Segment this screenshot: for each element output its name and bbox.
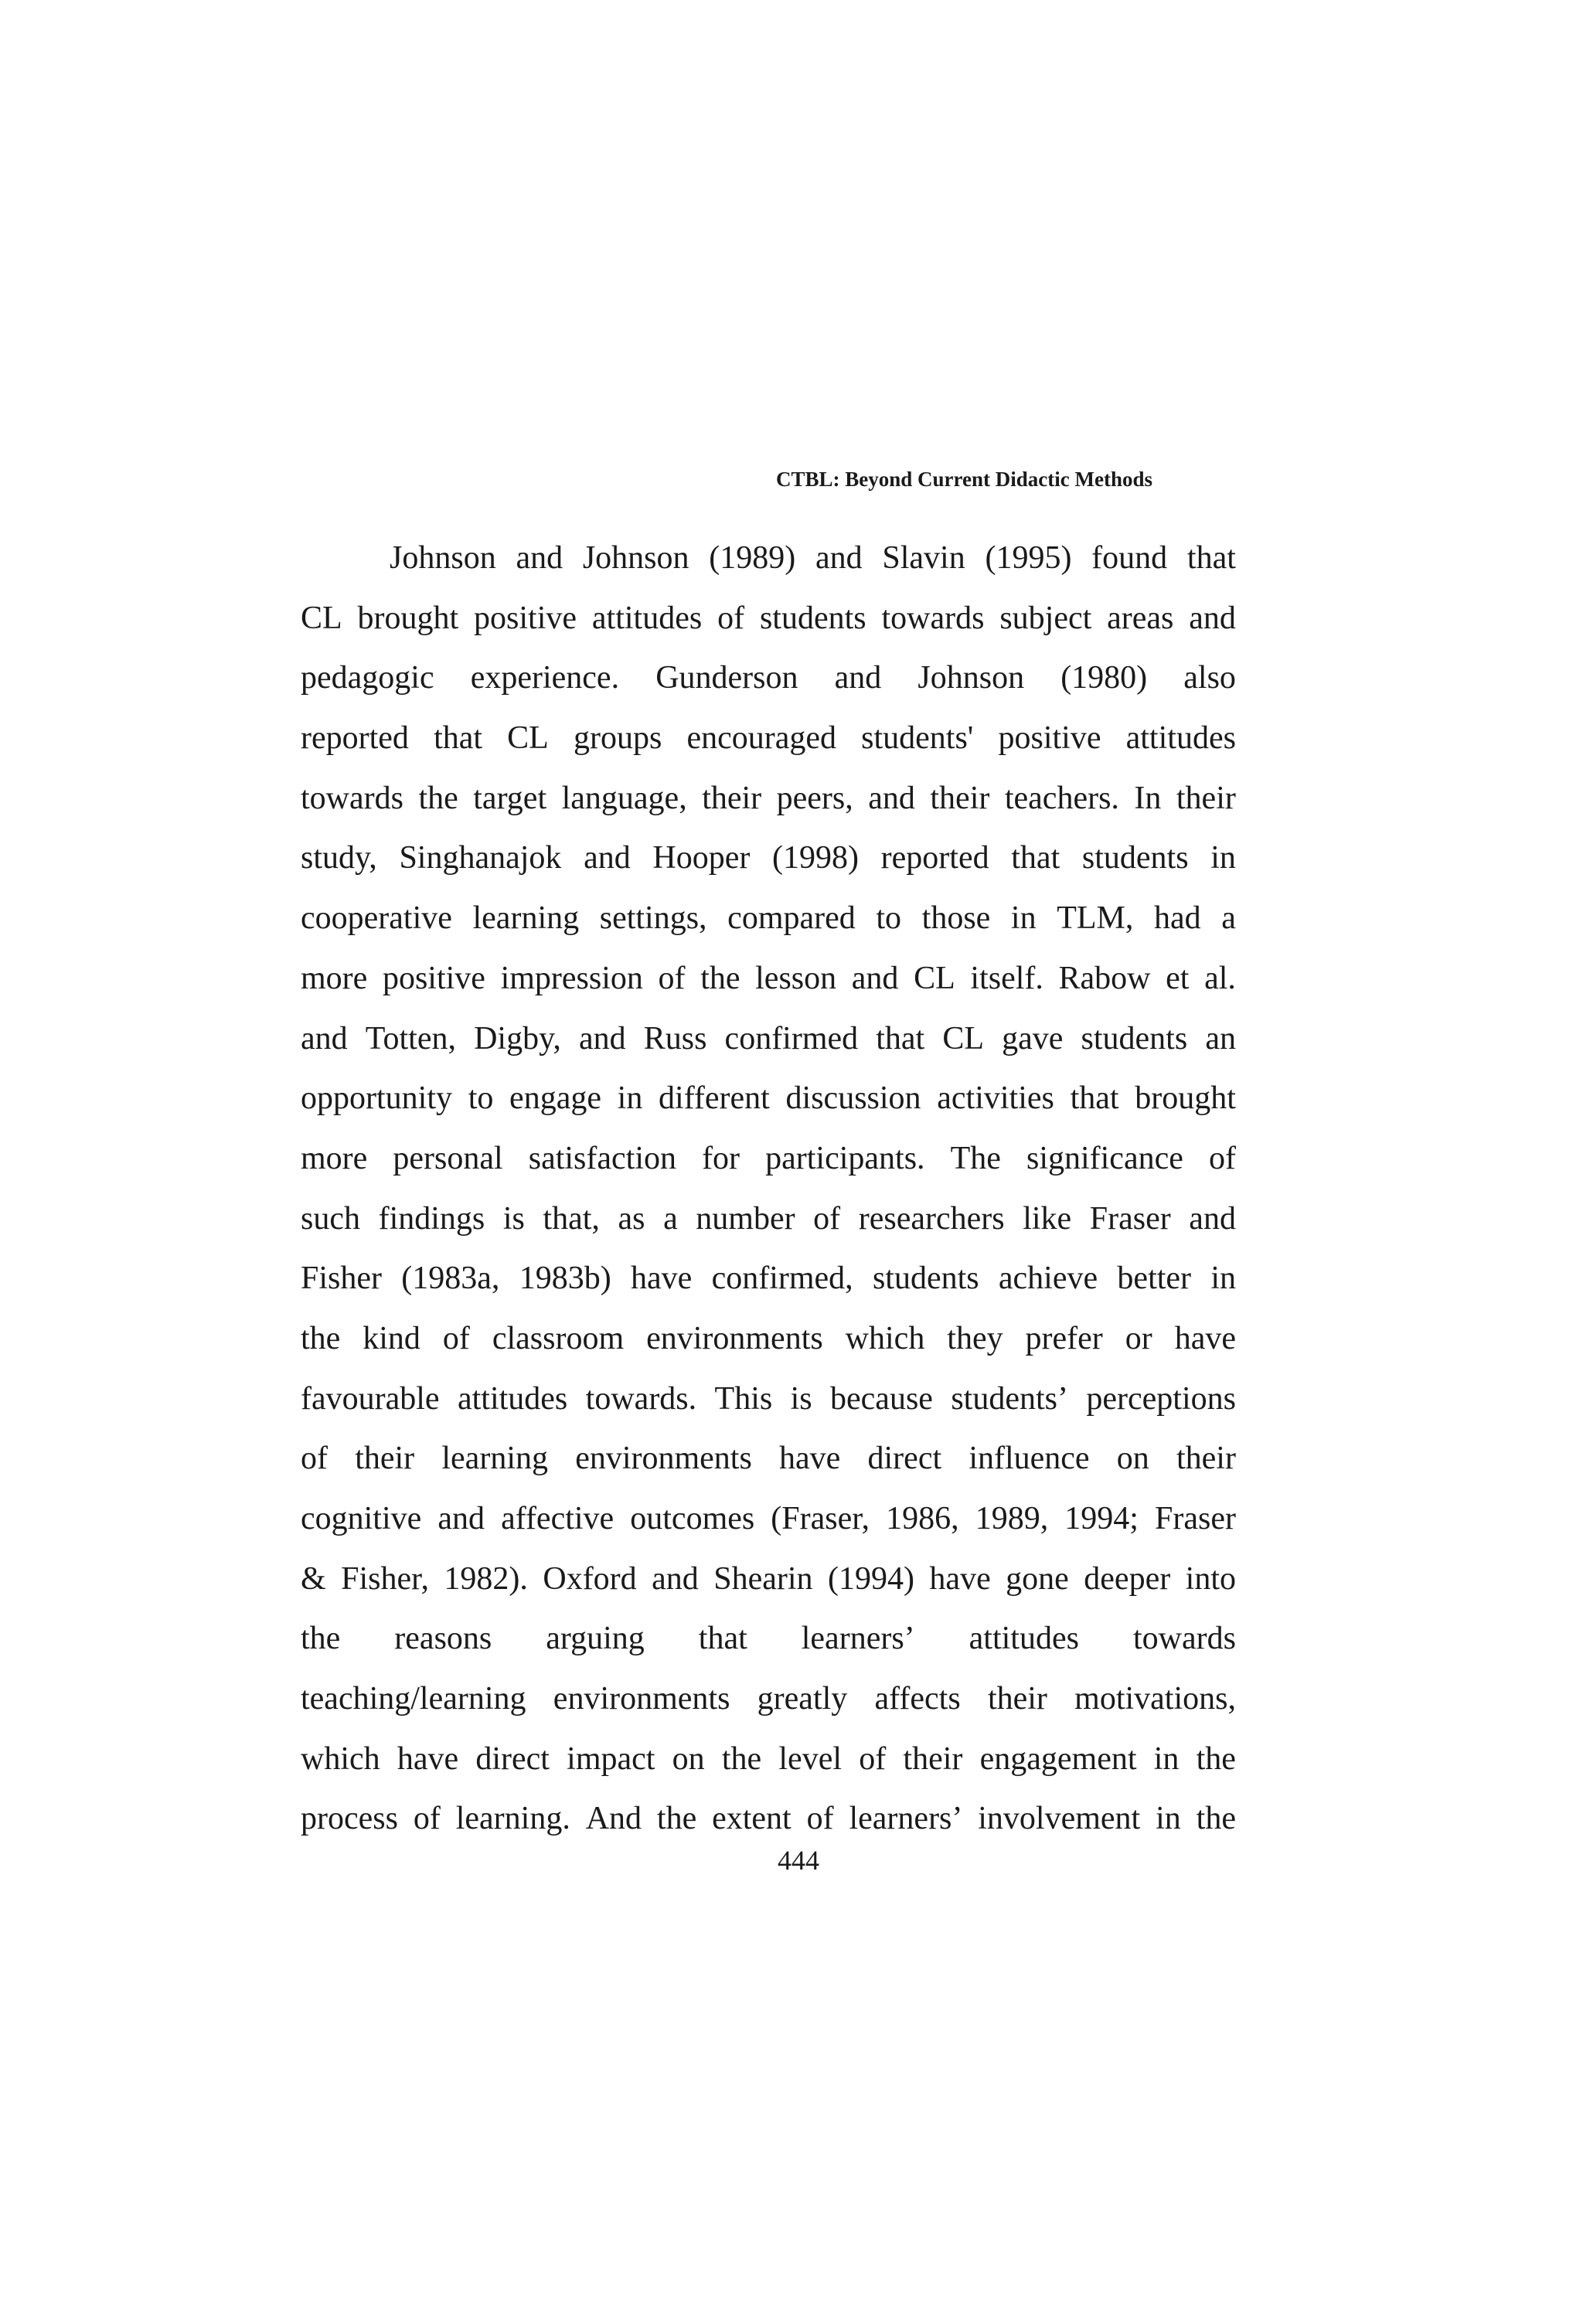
word: Fisher, xyxy=(341,1560,429,1597)
word: Singhanajok xyxy=(399,840,562,876)
word: environments xyxy=(646,1320,823,1356)
word: and xyxy=(652,1560,699,1597)
word: areas xyxy=(1107,600,1174,636)
paragraph-line xyxy=(301,1435,1236,1495)
word: direct xyxy=(475,1740,550,1777)
word: students’ xyxy=(951,1380,1068,1417)
word: their xyxy=(702,780,762,816)
word: prefer xyxy=(1025,1320,1103,1356)
word: (1995) xyxy=(985,540,1072,576)
word: motivations, xyxy=(1074,1681,1236,1717)
paragraph-line xyxy=(301,655,1236,715)
word: the xyxy=(1196,1801,1236,1837)
word: encouraged xyxy=(686,720,836,757)
word: (1994) xyxy=(827,1560,914,1597)
word: affects xyxy=(874,1681,961,1717)
word: in xyxy=(1153,1740,1180,1777)
word: discussion xyxy=(785,1080,921,1117)
word: towards xyxy=(881,600,985,636)
word: teachers. xyxy=(1004,780,1119,816)
word: confirmed, xyxy=(711,1261,853,1297)
word: an xyxy=(1205,1020,1236,1057)
word: which xyxy=(845,1320,925,1356)
paragraph-line xyxy=(301,535,1236,595)
word: perceptions xyxy=(1086,1380,1236,1417)
word: as xyxy=(618,1200,645,1237)
word: kind xyxy=(363,1320,420,1356)
word: for xyxy=(702,1140,740,1176)
word: reported xyxy=(880,840,989,876)
word: better xyxy=(1117,1261,1192,1297)
word: of xyxy=(413,1801,441,1837)
word: target xyxy=(473,780,547,816)
paragraph-line xyxy=(301,1255,1236,1315)
paragraph-line xyxy=(301,715,1236,775)
paragraph-line xyxy=(301,835,1236,895)
word: like xyxy=(1023,1200,1072,1237)
paragraph-line xyxy=(301,1135,1236,1196)
word: extent xyxy=(712,1801,792,1837)
word: experience. xyxy=(470,660,620,696)
word: brought xyxy=(357,600,459,636)
word: and xyxy=(1189,1200,1236,1237)
word: activities xyxy=(937,1080,1054,1117)
word: 1994; xyxy=(1064,1501,1139,1536)
word: students xyxy=(1081,840,1189,876)
word: Rabow xyxy=(1058,960,1151,996)
word: and xyxy=(516,540,563,576)
word: and xyxy=(437,1501,485,1536)
word: (1989) xyxy=(709,540,796,576)
word: that xyxy=(1070,1080,1119,1117)
word: Totten, xyxy=(365,1020,456,1057)
word: Fraser xyxy=(1089,1200,1171,1237)
word: engage xyxy=(509,1080,601,1117)
word: brought xyxy=(1135,1080,1236,1117)
word: found xyxy=(1091,540,1168,576)
word: their xyxy=(987,1681,1047,1717)
word: and xyxy=(851,960,899,996)
word: attitudes xyxy=(457,1380,568,1417)
word: to xyxy=(468,1080,494,1117)
word: findings xyxy=(378,1200,485,1237)
word: had xyxy=(1153,900,1201,937)
paragraph-line xyxy=(301,1315,1236,1376)
word: outcomes xyxy=(630,1501,755,1536)
word: a xyxy=(663,1200,678,1237)
word: (1983a, xyxy=(401,1261,500,1297)
word: settings, xyxy=(599,900,707,937)
word: deeper xyxy=(1084,1560,1171,1597)
word: 1986, xyxy=(886,1501,959,1536)
word: arguing xyxy=(546,1621,645,1657)
word: of xyxy=(813,1200,841,1237)
word: also xyxy=(1183,660,1236,696)
word: Fisher xyxy=(301,1261,382,1297)
word: lesson xyxy=(755,960,837,996)
word: greatly xyxy=(757,1681,848,1717)
word: different xyxy=(659,1080,770,1117)
word: The xyxy=(950,1140,1001,1176)
word: Russ xyxy=(643,1020,707,1057)
word: peers, xyxy=(776,780,853,816)
word: which xyxy=(301,1740,380,1777)
word: their xyxy=(930,780,990,816)
word: have xyxy=(397,1740,459,1777)
word: In xyxy=(1134,780,1162,816)
word: language, xyxy=(561,780,687,816)
word: CL xyxy=(507,720,549,757)
word: 1989, xyxy=(975,1501,1049,1536)
word: Oxford xyxy=(543,1560,637,1597)
word: subject xyxy=(999,600,1092,636)
word: TLM, xyxy=(1057,900,1134,937)
word: favourable xyxy=(301,1380,440,1417)
word: or xyxy=(1125,1320,1152,1356)
paragraph-line xyxy=(301,1736,1236,1796)
paragraph-line xyxy=(301,1495,1236,1556)
word: reasons xyxy=(394,1621,492,1657)
word: more xyxy=(301,1140,368,1176)
word: in xyxy=(1210,840,1236,876)
word: personal xyxy=(393,1140,503,1176)
word: of xyxy=(658,960,686,996)
word: more xyxy=(301,960,368,996)
word: and xyxy=(584,840,631,876)
word: in xyxy=(1156,1801,1181,1837)
word: towards xyxy=(1132,1621,1236,1657)
paragraph-line xyxy=(301,595,1236,655)
word: positive xyxy=(998,720,1101,757)
word: students xyxy=(759,600,866,636)
word: those xyxy=(921,900,991,937)
word: have xyxy=(929,1560,991,1597)
word: researchers xyxy=(858,1200,1005,1237)
word: al. xyxy=(1204,960,1236,996)
word: learning xyxy=(472,900,580,937)
word: in xyxy=(1010,900,1037,937)
word: learning xyxy=(441,1441,548,1477)
paragraph-line xyxy=(301,775,1236,835)
word: learners’ xyxy=(801,1621,915,1657)
word: students xyxy=(872,1261,979,1297)
paragraph-line xyxy=(301,1376,1236,1436)
word: CL xyxy=(914,960,955,996)
paragraph-line xyxy=(301,1075,1236,1135)
word: is xyxy=(790,1380,812,1417)
word: the xyxy=(301,1320,341,1356)
word: et xyxy=(1166,960,1190,996)
word: and xyxy=(815,540,863,576)
word: because xyxy=(830,1380,933,1417)
word: engagement xyxy=(979,1740,1137,1777)
word: study, xyxy=(301,840,377,876)
paragraph-line xyxy=(301,895,1236,955)
word: have xyxy=(1174,1320,1236,1356)
word: CL xyxy=(301,600,342,636)
word: that xyxy=(1011,840,1060,876)
word: Hooper xyxy=(652,840,751,876)
word: (1998) xyxy=(772,840,860,876)
page-number: 444 xyxy=(778,1845,819,1876)
word: Fraser xyxy=(1154,1501,1236,1536)
word: the xyxy=(418,780,458,816)
word: on xyxy=(672,1740,705,1777)
word: in xyxy=(617,1080,643,1117)
word: the xyxy=(700,960,740,996)
word: the xyxy=(301,1621,341,1657)
word: Gunderson xyxy=(655,660,798,696)
word: and xyxy=(834,660,882,696)
word: that xyxy=(1186,540,1236,576)
word: 1983b) xyxy=(519,1261,611,1297)
word: impression xyxy=(500,960,643,996)
word: their xyxy=(1176,780,1236,816)
word: of xyxy=(717,600,745,636)
word: and xyxy=(868,780,915,816)
word: affective xyxy=(501,1501,614,1536)
word: the xyxy=(1196,1740,1236,1777)
word: involvement xyxy=(978,1801,1141,1837)
word: direct xyxy=(867,1441,942,1477)
word: they xyxy=(947,1320,1003,1356)
word: This xyxy=(714,1380,773,1417)
word: satisfaction xyxy=(528,1140,676,1176)
word: impact xyxy=(567,1740,655,1777)
word: confirmed xyxy=(724,1020,859,1057)
word: learners’ xyxy=(849,1801,963,1837)
word: teaching/learning xyxy=(301,1681,526,1717)
word: (1980) xyxy=(1060,660,1148,696)
word: to xyxy=(876,900,902,937)
word: of xyxy=(301,1441,328,1477)
word: number xyxy=(696,1200,795,1237)
word: learning. xyxy=(455,1801,570,1837)
word: their xyxy=(1176,1441,1236,1477)
word: and xyxy=(301,1020,348,1057)
paragraph-line xyxy=(301,1615,1236,1676)
paragraph-line xyxy=(301,955,1236,1016)
word: the xyxy=(721,1740,762,1777)
paragraph-line xyxy=(301,1676,1236,1736)
word: achieve xyxy=(998,1261,1098,1297)
word: have xyxy=(630,1261,693,1297)
word: Digby, xyxy=(474,1020,561,1057)
word: gone xyxy=(1006,1560,1069,1597)
word: on xyxy=(1116,1441,1149,1477)
word: (Fraser, xyxy=(771,1501,870,1536)
word: students xyxy=(1081,1020,1188,1057)
body-paragraph xyxy=(301,535,1236,1856)
word: Slavin xyxy=(882,540,965,576)
word: CL xyxy=(942,1020,985,1057)
word: in xyxy=(1210,1261,1236,1297)
word: have xyxy=(779,1441,841,1477)
word: cognitive xyxy=(301,1501,422,1536)
word: Johnson xyxy=(917,660,1025,696)
word: such xyxy=(301,1200,360,1237)
word: groups xyxy=(573,720,662,757)
word: pedagogic xyxy=(301,660,434,696)
word: of xyxy=(806,1801,834,1837)
word: positive xyxy=(382,960,485,996)
word: of xyxy=(859,1740,887,1777)
word: students' xyxy=(861,720,974,757)
word: their xyxy=(903,1740,963,1777)
word: of xyxy=(1208,1140,1236,1176)
paragraph-line xyxy=(301,1016,1236,1076)
word: that, xyxy=(543,1200,600,1237)
word: towards xyxy=(301,780,403,816)
word: and xyxy=(578,1020,626,1057)
word: that xyxy=(698,1621,747,1657)
word: opportunity xyxy=(301,1080,452,1117)
word: 1982). xyxy=(444,1560,528,1597)
word: And xyxy=(585,1801,642,1837)
word: towards. xyxy=(585,1380,697,1417)
word: Shearin xyxy=(713,1560,813,1597)
word: their xyxy=(355,1441,415,1477)
word: level xyxy=(778,1740,843,1777)
word: and xyxy=(1189,600,1236,636)
word: a xyxy=(1221,900,1236,937)
word: of xyxy=(442,1320,470,1356)
word: is xyxy=(502,1200,525,1237)
word: environments xyxy=(575,1441,752,1477)
word: gave xyxy=(1002,1020,1064,1057)
word: attitudes xyxy=(1125,720,1236,757)
word: classroom xyxy=(492,1320,625,1356)
word: cooperative xyxy=(301,900,452,937)
paragraph-line xyxy=(301,1196,1236,1256)
word: compared xyxy=(727,900,856,937)
word: process xyxy=(301,1801,398,1837)
word: that xyxy=(876,1020,925,1057)
word: that xyxy=(434,720,483,757)
paragraph-line xyxy=(301,1556,1236,1616)
word: into xyxy=(1185,1560,1236,1597)
word: & xyxy=(301,1560,326,1597)
word: influence xyxy=(969,1441,1090,1477)
word: Johnson xyxy=(390,540,496,576)
running-header: CTBL: Beyond Current Didactic Methods xyxy=(776,468,1153,491)
word: environments xyxy=(553,1681,730,1717)
word: reported xyxy=(301,720,409,757)
word: the xyxy=(656,1801,697,1837)
word: significance xyxy=(1026,1140,1183,1176)
word: attitudes xyxy=(969,1621,1079,1657)
word: attitudes xyxy=(591,600,703,636)
word: participants. xyxy=(765,1140,925,1176)
word: positive xyxy=(474,600,577,636)
word: Johnson xyxy=(582,540,689,576)
word: itself. xyxy=(970,960,1043,996)
